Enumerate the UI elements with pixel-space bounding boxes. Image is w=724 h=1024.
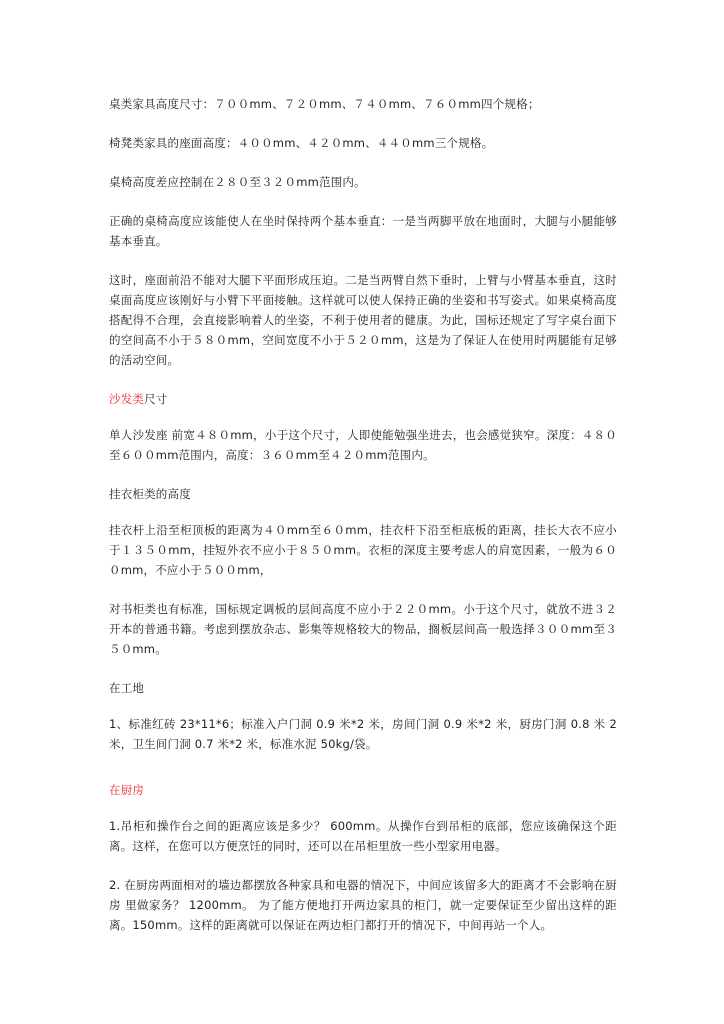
chair-height-paragraph: 椅凳类家具的座面高度：４００mm、４２０mm、４４０mm三个规格。 (109, 136, 494, 150)
kitchen-paragraph-1: 1.吊柜和操作台之间的距离应该是多少？ 600mm。从操作台到吊柜的底部，您应该确保这个距离。这样，在您可以方便烹饪的同时，还可以在吊柜里放一些小型家用电器。 (109, 819, 617, 853)
site-paragraph: 1、标准红砖 23*11*6；标准入户门洞 0.9 米*2 米，房间门洞 0.9 米*2 米，厨房门洞 0.8 米 2 米，卫生间门洞 0.7 米*2 米，标准水泥 50kg/袋。 (109, 717, 617, 751)
kitchen-paragraph-2: 2. 在厨房两面相对的墙边都摆放各种家具和电器的情况下，中间应该留多大的距离才不会影响在厨房 里做家务？ 1200mm。 为了能方便地打开两边家具的柜门，就一定要保证至少留出这样的距离。150mm。这样的距离就可以保证在两边柜门都打开的情况下，中间再站一个人。 (109, 878, 617, 932)
posture-paragraph: 这时，座面前沿不能对大腿下平面形成压迫。二是当两臂自然下垂时，上臂与小臂基本垂直，这时桌面高度应该刚好与小臂下平面接触。这样就可以使人保持正确的坐姿和书写姿式。如果桌椅高度搭配得不合理，会直接影响着人的坐姿，不利于使用者的健康。为此，国标还规定了写字桌台面下的空间高不小于５８０mm，空间宽度不小于５２０mm，这是为了保证人在使用时两腿能有足够的活动空间。 (109, 273, 617, 367)
height-difference-paragraph: 桌椅高度差应控制在２８０至３２０mm范围内。 (109, 175, 366, 189)
wardrobe-paragraph: 挂衣杆上沿至柜顶板的距离为４０mm至６０mm，挂衣杆下沿至柜底板的距离，挂长大衣不应小于１３５０mm，挂短外衣不应小于８５０mm。衣柜的深度主要考虑人的肩宽因素，一般为６００mm，不应小于５００mm， (109, 523, 617, 577)
desk-height-paragraph: 桌类家具高度尺寸：７００mm、７２０mm、７４０mm、７６０mm四个规格； (109, 97, 540, 111)
bookcase-paragraph: 对书柜类也有标准，国标规定调板的层间高度不应小于２２０mm。小于这个尺寸，就放不进３２开本的普通书籍。考虑到摆放杂志、影集等规格较大的物品，搁板层间高一般选择３００mm至３５０mm。 (109, 602, 617, 656)
site-heading: 在工地 (109, 681, 145, 695)
correct-height-paragraph: 正确的桌椅高度应该能使人在坐时保持两个基本垂直：一是当两脚平放在地面时，大腿与小腿能够基本垂直。 (109, 214, 617, 248)
sofa-heading-red: 沙发类 (109, 392, 145, 406)
sofa-heading-rest: 尺寸 (144, 392, 168, 406)
document-page (109, 94, 617, 954)
sofa-paragraph: 单人沙发座 前宽４８０mm，小于这个尺寸，人即使能勉强坐进去，也会感觉狭窄。深度：４８０至６００mm范围内，高度：３６０mm至４２０mm范围内。 (109, 428, 617, 462)
sofa-heading (109, 389, 617, 409)
kitchen-heading: 在厨房 (109, 783, 145, 797)
wardrobe-heading: 挂衣柜类的高度 (109, 487, 191, 501)
